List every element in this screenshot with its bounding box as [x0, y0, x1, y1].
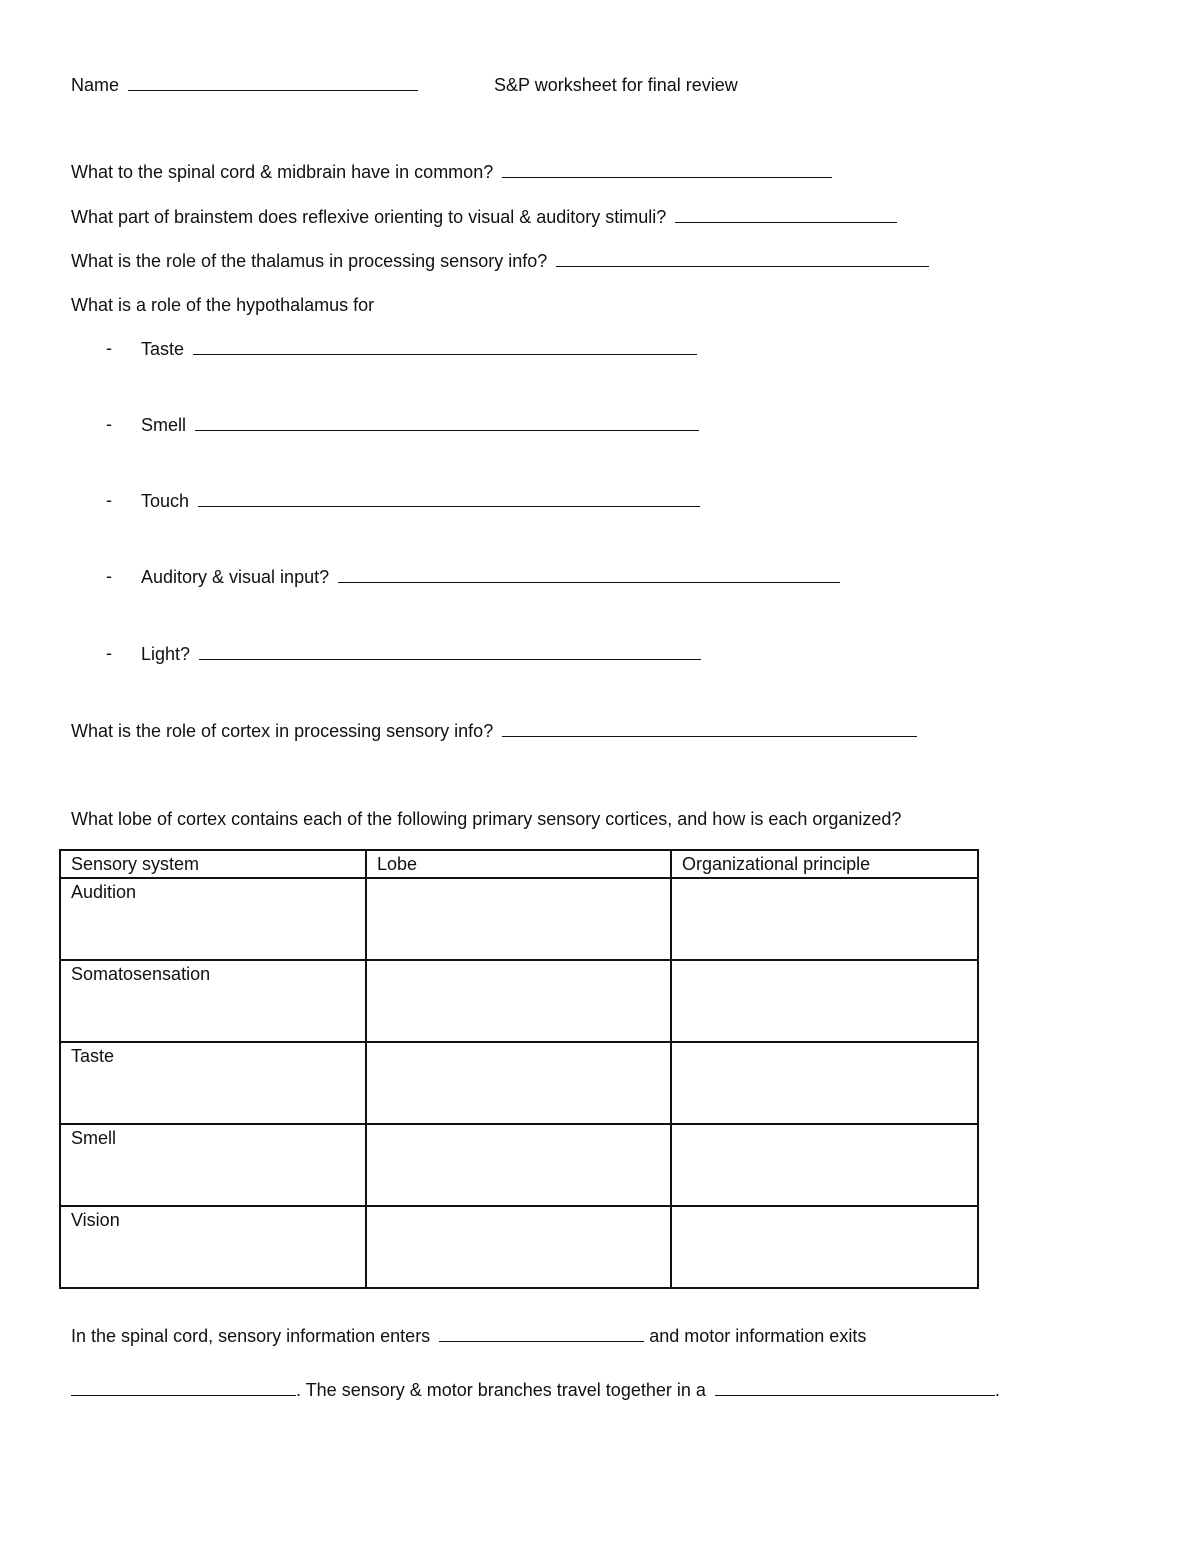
question-1-blank[interactable] — [502, 161, 832, 178]
spinal-text-1: In the spinal cord, sensory information enters — [71, 1326, 431, 1346]
name-label: Name — [71, 75, 120, 95]
table-row — [60, 960, 978, 1042]
principle-cell[interactable] — [671, 1124, 978, 1206]
spinal-text-4: . — [994, 1380, 1000, 1400]
lobe-cell[interactable] — [366, 1206, 671, 1288]
system-cell: Audition — [60, 878, 366, 960]
spinal-text-2: and motor information exits — [649, 1326, 867, 1346]
table-header-row — [60, 850, 978, 878]
light-blank[interactable] — [199, 643, 701, 660]
principle-cell[interactable] — [671, 1206, 978, 1288]
sensory-cortex-table — [59, 849, 979, 1289]
bullet-dash: - — [106, 643, 112, 663]
spinal-line-2 — [71, 1379, 1000, 1401]
question-4: What is a role of the hypothalamus for — [71, 295, 375, 315]
system-cell: Vision — [60, 1206, 366, 1288]
bullet-dash: - — [106, 566, 112, 586]
question-3-blank[interactable] — [556, 250, 929, 267]
header-organizational-principle: Organizational principle — [671, 850, 978, 878]
travel-together-blank[interactable] — [715, 1379, 995, 1396]
bullet-label: Taste — [141, 339, 185, 359]
sensory-enters-blank[interactable] — [439, 1325, 644, 1342]
question-3 — [71, 250, 929, 272]
question-5-text: What is the role of cortex in processing sensory info? — [71, 721, 494, 741]
motor-exits-blank[interactable] — [71, 1379, 296, 1396]
question-6: What lobe of cortex contains each of the following primary sensory cortices, and how is each organized? — [71, 809, 902, 829]
question-5 — [71, 720, 917, 742]
table-row — [60, 1042, 978, 1124]
system-cell: Taste — [60, 1042, 366, 1124]
lobe-cell[interactable] — [366, 960, 671, 1042]
system-cell: Smell — [60, 1124, 366, 1206]
taste-blank[interactable] — [193, 338, 697, 355]
bullet-label: Smell — [141, 415, 187, 435]
system-cell: Somatosensation — [60, 960, 366, 1042]
spinal-line-1 — [71, 1325, 866, 1347]
lobe-cell[interactable] — [366, 878, 671, 960]
question-1-text: What to the spinal cord & midbrain have in common? — [71, 162, 494, 182]
table-row — [60, 1124, 978, 1206]
principle-cell[interactable] — [671, 1042, 978, 1124]
bullet-dash: - — [106, 414, 112, 434]
question-2-blank[interactable] — [675, 206, 897, 223]
name-line — [71, 74, 418, 96]
header-lobe: Lobe — [366, 850, 671, 878]
bullet-label: Touch — [141, 491, 190, 511]
lobe-cell[interactable] — [366, 1124, 671, 1206]
bullet-dash: - — [106, 490, 112, 510]
touch-blank[interactable] — [198, 490, 700, 507]
principle-cell[interactable] — [671, 960, 978, 1042]
smell-blank[interactable] — [195, 414, 699, 431]
worksheet-title: S&P worksheet for final review — [494, 75, 738, 95]
bullet-label: Auditory & visual input? — [141, 567, 330, 587]
question-2 — [71, 206, 897, 228]
table-row — [60, 1206, 978, 1288]
header-sensory-system: Sensory system — [60, 850, 366, 878]
question-5-blank[interactable] — [502, 720, 917, 737]
bullet-dash: - — [106, 338, 112, 358]
spinal-text-3: . The sensory & motor branches travel together in a — [296, 1380, 706, 1400]
lobe-cell[interactable] — [366, 1042, 671, 1124]
question-3-text: What is the role of the thalamus in processing sensory info? — [71, 251, 548, 271]
name-blank[interactable] — [128, 74, 418, 91]
question-2-text: What part of brainstem does reflexive orienting to visual & auditory stimuli? — [71, 207, 667, 227]
auditory-visual-blank[interactable] — [338, 566, 840, 583]
bullet-label: Light? — [141, 644, 191, 664]
question-1 — [71, 161, 832, 183]
table-row — [60, 878, 978, 960]
principle-cell[interactable] — [671, 878, 978, 960]
